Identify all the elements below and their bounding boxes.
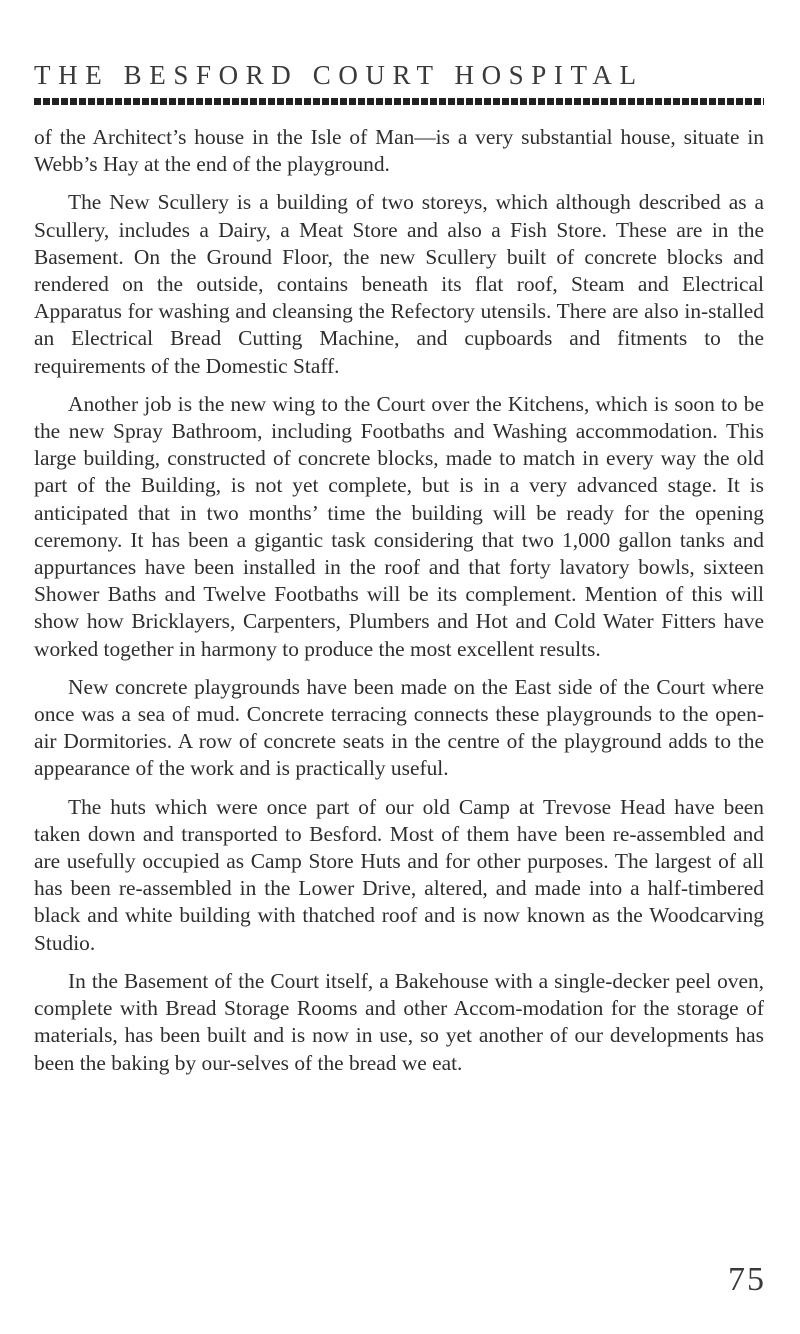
decorative-rule [34, 98, 764, 105]
paragraph-3: Another job is the new wing to the Court over the Kitchens, which is soon to be the new Spray Bathroom, including Footbaths and Washing accommodation. This large building, constructed of concrete blocks, made to match in every way the old part of the Building, is not yet complete, but is in a very advanced stage. It is anticipated that in two months’ time the building will be ready for the opening ceremony. It has been a gigantic task considering that two 1,000 gallon tanks and appurtances have been installed in the roof and that forty lavatory bowls, sixteen Shower Baths and Twelve Footbaths will be its complement. Mention of this will show how Bricklayers, Carpenters, Plumbers and Hot and Cold Water Fitters have worked together in harmony to produce the most excellent results. [34, 391, 764, 661]
paragraph-6: In the Basement of the Court itself, a Bakehouse with a single-decker peel oven, complete with Bread Storage Rooms and other Accom-modation for the storage of materials, has been built and is now in use, so yet another of our developments has been the baking by our-selves of the bread we eat. [34, 968, 764, 1075]
page-number: 75 [728, 1261, 766, 1298]
paragraph-5: The huts which were once part of our old Camp at Trevose Head have been taken down and transported to Besford. Most of them have been re-assembled and are usefully occupied as Camp Store Huts and for other purposes. The largest of all has been re-assembled in the Lower Drive, altered, and made into a half-timbered black and white building with thatched roof and is now known as the Woodcarving Studio. [34, 794, 764, 955]
paragraph-4: New concrete playgrounds have been made on the East side of the Court where once was a sea of mud. Concrete terracing connects these playgrounds to the open-air Dormitories. A row of concrete seats in the centre of the playground adds to the appearance of the work and is practically useful. [34, 674, 764, 781]
body-text [34, 124, 764, 1088]
paragraph-1: of the Architect’s house in the Isle of Man—is a very substantial house, situate in Webb’s Hay at the end of the playground. [34, 125, 764, 177]
paragraph-2: The New Scullery is a building of two storeys, which although described as a Scullery, includes a Dairy, a Meat Store and also a Fish Store. These are in the Basement. On the Ground Floor, the new Scullery built of concrete blocks and rendered on the outside, contains beneath its flat roof, Steam and Electrical Apparatus for washing and cleansing the Refectory utensils. There are also in-stalled an Electrical Bread Cutting Machine, and cupboards and fitments to the requirements of the Domestic Staff. [34, 190, 764, 378]
running-head-title: THE BESFORD COURT HOSPITAL [34, 60, 644, 90]
